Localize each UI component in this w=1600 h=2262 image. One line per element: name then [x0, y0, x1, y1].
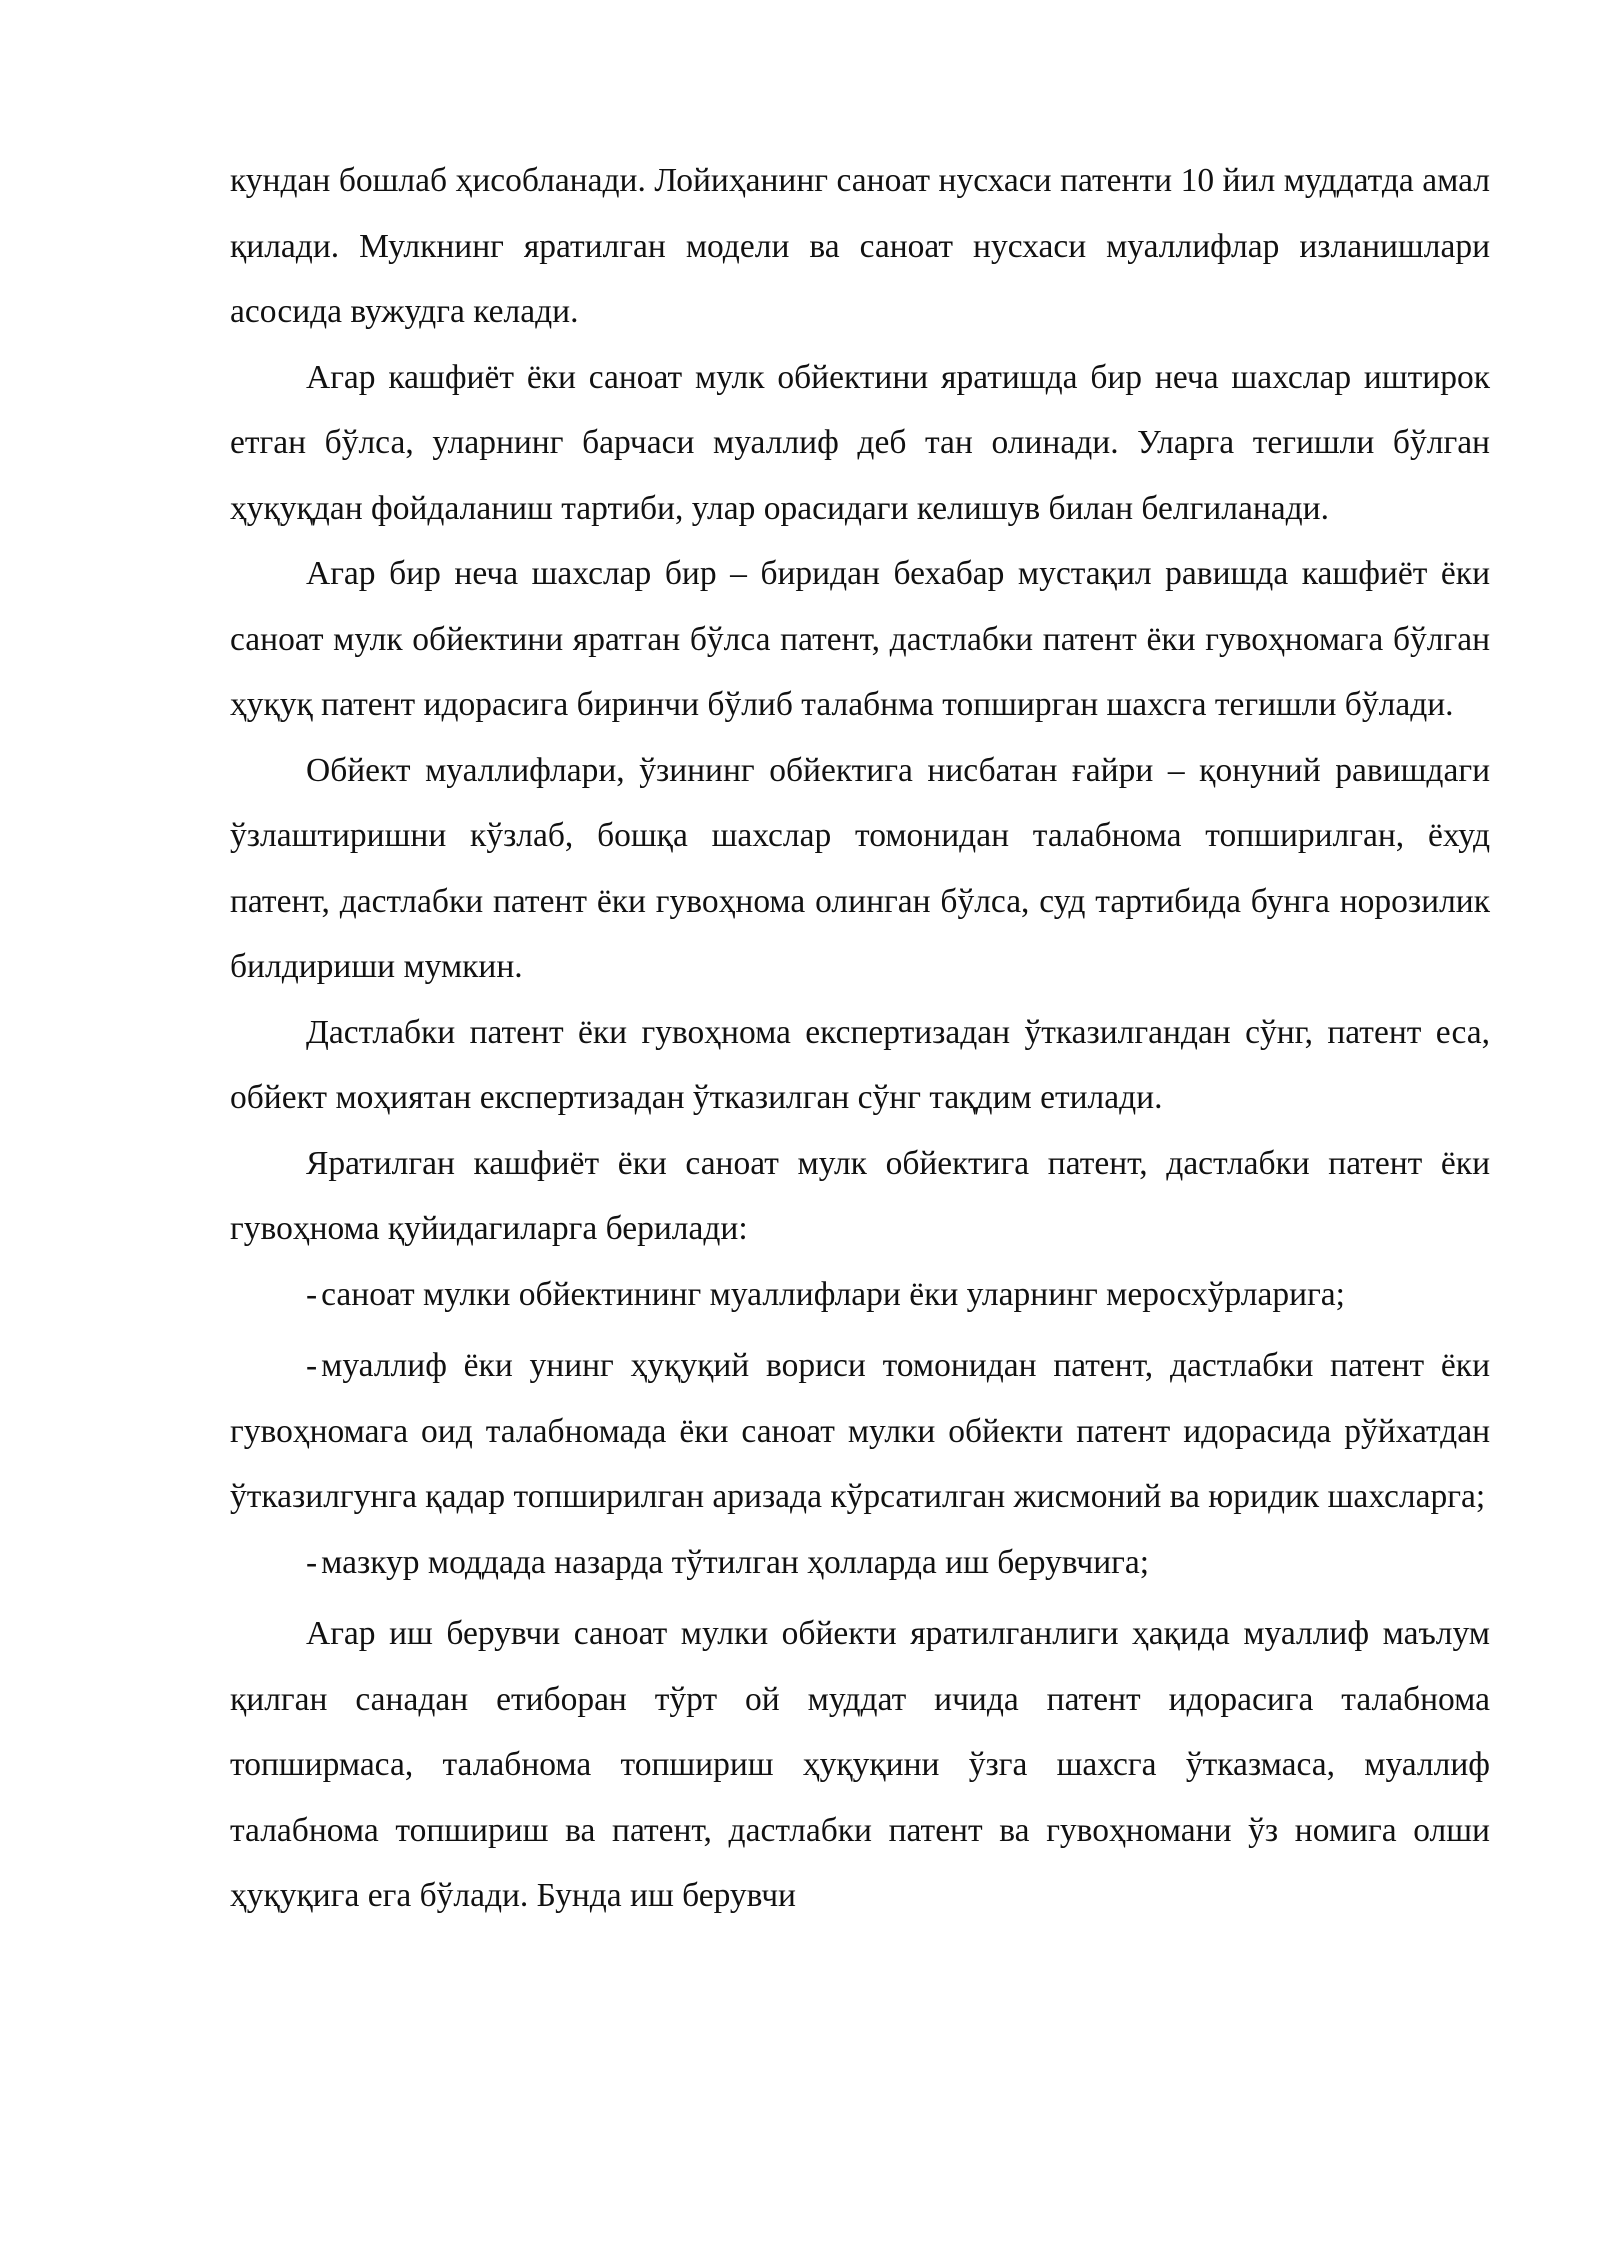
paragraph-4: Обйект муаллифлари, ўзининг обйектига нисбатан ғайри – қонуний равишдаги ўзлаштиришни кўзлаб, бошқа шахслар томонидан талабнома топширилган, ёхуд патент, дастлабки патент ёки гувоҳнома олинган бўлса, суд тартибида бунга норозилик билдириши мумкин.: [230, 751, 1490, 985]
paragraph-closing: Агар иш берувчи саноат мулки обйекти яратилганлиги ҳақида муаллиф маълум қилган санадан етиборан тўрт ой муддат ичида патент идорасига талабнома топширмаса, талабнома топшириш ҳуқуқини ўзга шахсга ўтказмаса, муаллиф талабнома топшириш ва патент, дастлабки патент ва гувоҳномани ўз номига олши ҳуқуқига ега бўлади. Бунда иш берувчи: [230, 1615, 1490, 1914]
list-item-text: мазкур моддада назарда тўтилган ҳолларда иш берувчига;: [321, 1543, 1150, 1581]
list-dash: -: [306, 1275, 318, 1313]
paragraph-2: Агар кашфиёт ёки саноат мулк обйектини яратишда бир неча шахслар иштирок етган бўлса, уларнинг барчаси муаллиф деб тан олинади. Уларга тегишли бўлган ҳуқуқдан фойдаланиш тартиби, улар орасидаги келишув билан белгиланади.: [230, 358, 1490, 527]
document-page: [230, 148, 1490, 1929]
paragraph-3: Агар бир неча шахслар бир – биридан бехабар мустақил равишда кашфиёт ёки саноат мулк обйектини яратган бўлса патент, дастлабки патент ёки гувоҳномага бўлган ҳуқуқ патент идорасига биринчи бўлиб талабнма топширган шахсга тегишли бўлади.: [230, 555, 1490, 723]
list-item-text: саноат мулки обйектининг муаллифлари ёки уларнинг меросхўрларига;: [321, 1275, 1345, 1313]
list-dash: -: [306, 1347, 318, 1384]
list-item-1: [230, 1262, 1490, 1328]
list-item-text: муаллиф ёки унинг ҳуқуқий вориси томонидан патент, дастлабки патент ёки гувоҳномага оид талабномада ёки саноат мулки обйекти патент идорасида рўйхатдан ўтказилгунга қадар топширилган аризада кўрсатилган жисмоний ва юридик шахсларга;: [230, 1347, 1490, 1515]
list-item-3: [230, 1530, 1490, 1596]
paragraph-6: Яратилган кашфиёт ёки саноат мулк обйектига патент, дастлабки патент ёки гувоҳнома қуйидагиларга берилади:: [230, 1144, 1490, 1247]
list-item-2: [230, 1333, 1490, 1530]
list-dash: -: [306, 1543, 318, 1581]
paragraph-5: Дастлабки патент ёки гувоҳнома експертизадан ўтказилгандан сўнг, патент еса, обйект моҳиятан експертизадан ўтказилган сўнг тақдим етилади.: [230, 1013, 1490, 1116]
paragraph-1: кундан бошлаб ҳисобланади. Лойиҳанинг саноат нусхаси патенти 10 йил муддатда амал қилади. Мулкнинг яратилган модели ва саноат нусхаси муаллифлар изланишлари асосида вужудга келади.: [230, 162, 1490, 330]
